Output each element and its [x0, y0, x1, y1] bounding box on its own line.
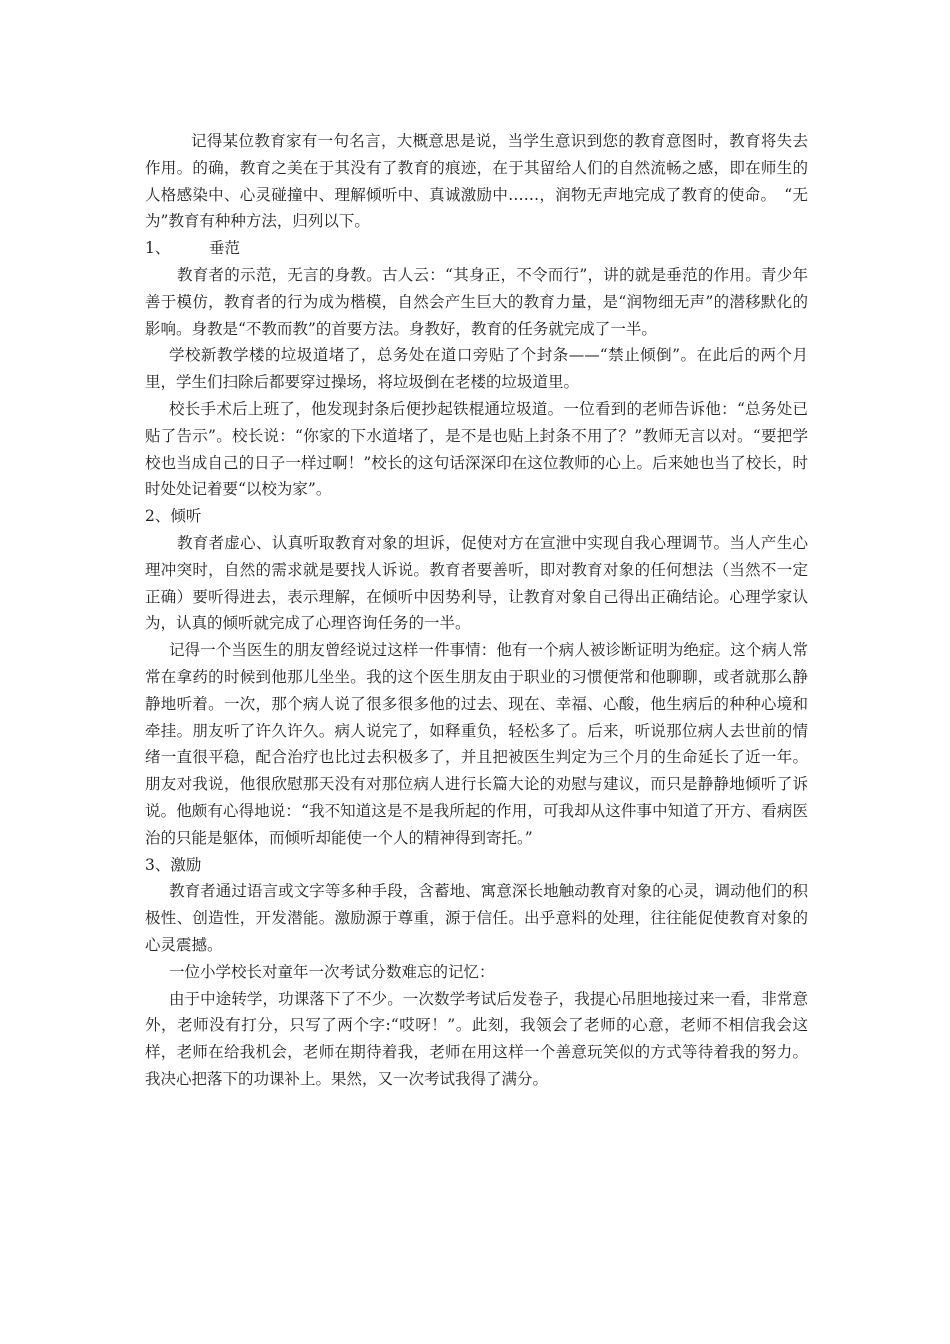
- document-body: [145, 128, 808, 1093]
- body-paragraph: 校长手术后上班了，他发现封条后便抄起铁棍通垃圾道。一位看到的老师告诉他：“总务处已贴了告示”。校长说：“你家的下水道堵了，是不是也贴上封条不用了？”教师无言以对。“要把学校也当成自己的日子一样过啊！”校长的这句话深深印在这位教师的心上。后来她也当了校长，时时处处记着要“以校为家”。: [145, 399, 808, 499]
- section-heading-2: [145, 503, 808, 530]
- section-title: 倾听: [170, 507, 202, 526]
- section-heading-1: [145, 235, 808, 262]
- body-paragraph: 学校新教学楼的垃圾道堵了，总务处在道口旁贴了个封条——“禁止倾倒”。在此后的两个月里，学生们扫除后都要穿过操场，将垃圾倒在老楼的垃圾道里。: [145, 346, 808, 392]
- section-title: 垂范: [209, 239, 241, 258]
- body-paragraph: 一位小学校长对童年一次考试分数难忘的记忆：: [169, 962, 495, 981]
- body-paragraph: 教育者虚心、认真听取教育对象的坦诉，促使对方在宣泄中实现自我心理调节。当人产生心理冲突时，自然的需求就是要找人诉说。教育者要善听，即对教育对象的任何想法（当然不一定正确）要听得进去，表示理解，在倾听中因势利导，让教育对象自己得出正确结论。心理学家认为，认真的倾听就完成了心理咨询任务的一半。: [145, 533, 808, 633]
- body-paragraph: 教育者通过语言或文字等多种手段，含蓄地、寓意深长地触动教育对象的心灵，调动他们的积极性、创造性，开发潜能。激励源于尊重，源于信任。出乎意料的处理，往往能促使教育对象的心灵震撼。: [145, 882, 808, 954]
- section-number: 1、: [145, 239, 171, 258]
- section-number: 3、: [145, 855, 171, 874]
- body-paragraph: 教育者的示范，无言的身教。古人云：“其身正，不令而行”，讲的就是垂范的作用。青少年善于模仿，教育者的行为成为楷模，自然会产生巨大的教育力量，是“润物细无声”的潜移默化的影响。身教是“不教而教”的首要方法。身教好，教育的任务就完成了一半。: [145, 265, 808, 338]
- section-number: 2、: [145, 507, 171, 526]
- body-paragraph: 记得一个当医生的朋友曾经说过这样一件事情：他有一个病人被诊断证明为绝症。这个病人常常在拿药的时候到他那儿坐坐。我的这个医生朋友由于职业的习惯便常和他聊聊，或者就那么静静地听着。一次，那个病人说了很多很多他的过去、现在、幸福、心酸，他生病后的种种心境和牵挂。朋友听了许久许久。病人说完了，如释重负，轻松多了。后来，听说那位病人去世前的情绪一直很平稳，配合治疗也比过去积极多了，并且把被医生判定为三个月的生命延长了近一年。朋友对我说，他很欣慰那天没有对那位病人进行长篇大论的劝慰与建议，而只是静静地倾听了诉说。他颇有心得地说：“我不知道这是不是我所起的作用，可我却从这件事中知道了开方、看病医治的只能是躯体，而倾听却能使一个人的精神得到寄托。”: [145, 641, 808, 847]
- intro-paragraph: 记得某位教育家有一句名言，大概意思是说，当学生意识到您的教育意图时，教育将失去作用。的确，教育之美在于其没有了教育的痕迹，在于其留给人们的自然流畅之感，即在师生的人格感染中、心灵碰撞中、理解倾听中、真诚激励中……，润物无声地完成了教育的使命。 “无为”教育有种种方法，归列以下。: [145, 132, 808, 231]
- section-title: 激励: [170, 855, 202, 874]
- section-heading-3: [145, 852, 808, 879]
- body-paragraph: 由于中途转学，功课落下了不少。一次数学考试后发卷子，我提心吊胆地接过来一看，非常意外，老师没有打分，只写了两个字:“哎呀！”。此刻，我领会了老师的心意，老师不相信我会这样，老师在给我机会，老师在期待着我，老师在用这样一个善意玩笑似的方式等待着我的努力。我决心把落下的功课补上。果然，又一次考试我得了满分。: [145, 989, 808, 1088]
